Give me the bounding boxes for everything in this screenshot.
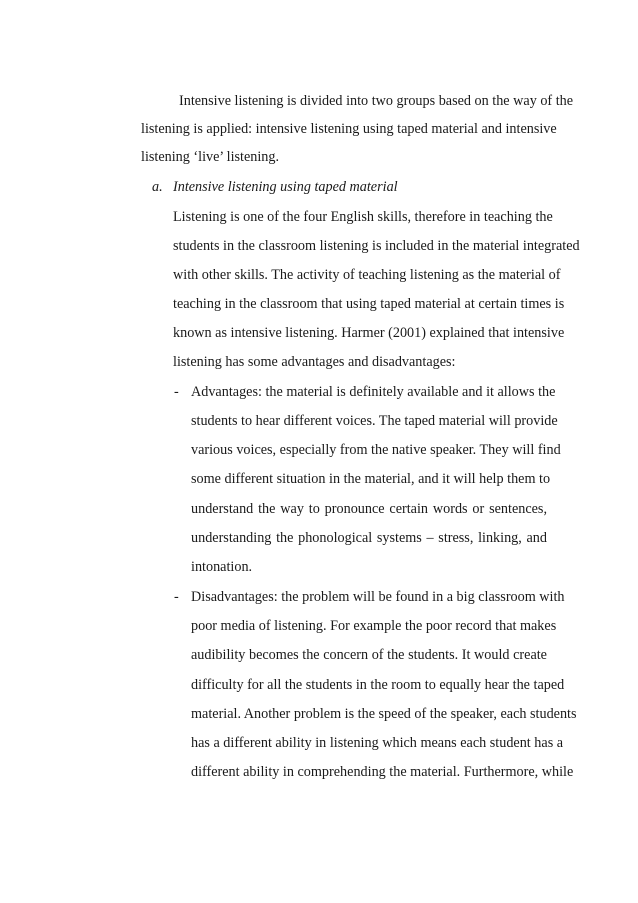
intro-line: listening ‘live’ listening.	[141, 149, 280, 165]
section-heading: Intensive listening using taped material	[173, 179, 398, 195]
paragraph-line: with other skills. The activity of teaching listening as the material of	[173, 267, 561, 283]
bullet-line: material. Another problem is the speed of the speaker, each students	[191, 706, 577, 722]
bullet-marker: -	[174, 384, 179, 400]
paragraph-line: known as intensive listening. Harmer (2001) explained that intensive	[173, 325, 565, 341]
paragraph-line: listening has some advantages and disadvantages:	[173, 354, 456, 370]
paragraph-line: teaching in the classroom that using taped material at certain times is	[173, 296, 565, 312]
bullet-line: poor media of listening. For example the poor record that makes	[191, 618, 557, 634]
bullet-line: Disadvantages: the problem will be found in a big classroom with	[191, 589, 565, 605]
bullet-line: some different situation in the material, and it will help them to	[191, 471, 551, 487]
bullet-line: Advantages: the material is definitely available and it allows the	[191, 384, 556, 400]
bullet-marker: -	[174, 589, 179, 605]
bullet-line: difficulty for all the students in the room to equally hear the taped	[191, 677, 565, 693]
paragraph-line: students in the classroom listening is included in the material integrated	[173, 238, 580, 254]
bullet-line: students to hear different voices. The taped material will provide	[191, 413, 558, 429]
bullet-line: understanding the phonological systems – stress, linking, and	[191, 530, 547, 546]
bullet-line: has a different ability in listening which means each student has a	[191, 735, 564, 751]
bullet-line: audibility becomes the concern of the students. It would create	[191, 647, 547, 663]
intro-line: Intensive listening is divided into two groups based on the way of the	[179, 93, 574, 109]
section-marker: a.	[152, 179, 163, 195]
bullet-line: intonation.	[191, 559, 253, 575]
intro-line: listening is applied: intensive listening using taped material and intensive	[141, 121, 557, 137]
bullet-line: understand the way to pronounce certain words or sentences,	[191, 501, 547, 517]
paragraph-line: Listening is one of the four English skills, therefore in teaching the	[173, 209, 553, 225]
bullet-line: different ability in comprehending the material. Furthermore, while	[191, 764, 574, 780]
bullet-line: various voices, especially from the native speaker. They will find	[191, 442, 561, 458]
